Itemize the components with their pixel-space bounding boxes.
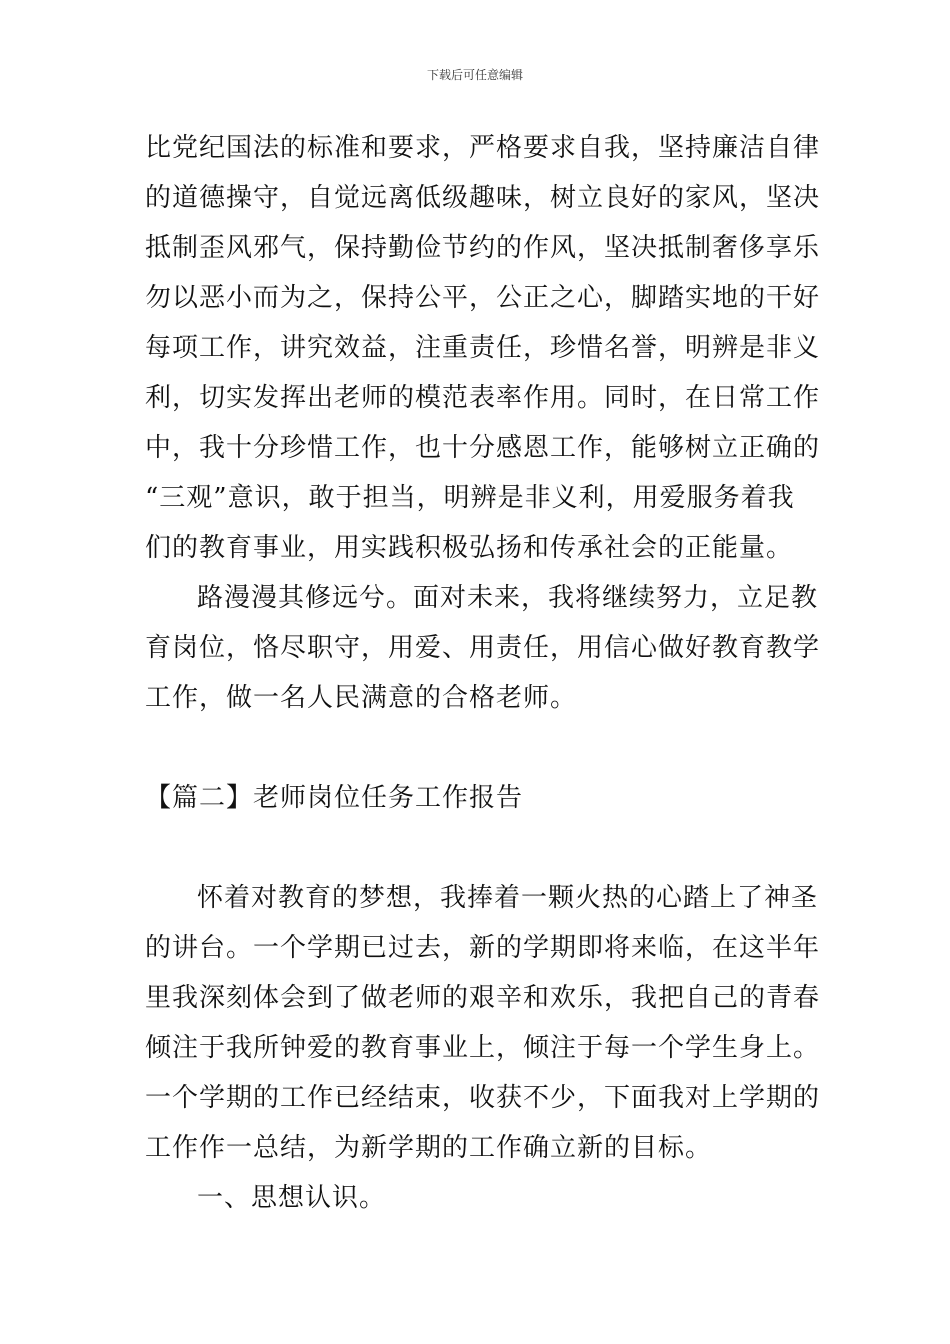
header-note: 下载后可任意编辑	[426, 68, 523, 82]
paragraph-first-line: 怀着对教育的梦想，我捧着一颗火热的心踏上了神圣	[197, 883, 819, 913]
body-line: 工作，做一名人民满意的合格老师。	[145, 683, 578, 713]
body-line: 的讲台。一个学期已过去，新的学期即将来临，在这半年	[145, 933, 821, 963]
subsection-heading: 一、思想认识。	[197, 1183, 387, 1213]
body-line: 里我深刻体会到了做老师的艰辛和欢乐，我把自己的青春	[145, 983, 821, 1013]
body-line: 勿以恶小而为之，保持公平，公正之心，脚踏实地的干好	[145, 283, 821, 313]
body-line: 比党纪国法的标准和要求，严格要求自我，坚持廉洁自律	[145, 133, 821, 163]
body-line: 的道德操守，自觉远离低级趣味，树立良好的家风，坚决	[145, 183, 821, 213]
body-line: 育岗位，恪尽职守，用爱、用责任，用信心做好教育教学	[145, 633, 821, 663]
body-line: 们的教育事业，用实践积极弘扬和传承社会的正能量。	[145, 533, 794, 563]
body-line: 中，我十分珍惜工作，也十分感恩工作，能够树立正确的	[145, 433, 821, 463]
body-line: 抵制歪风邪气，保持勤俭节约的作风，坚决抵制奢侈享乐	[145, 233, 821, 263]
body-line: “三观”意识，敢于担当，明辨是非义利，用爱服务着我	[145, 483, 795, 513]
paragraph-first-line: 路漫漫其修远兮。面对未来，我将继续努力，立足教	[197, 583, 819, 613]
body-line: 倾注于我所钟爱的教育事业上，倾注于每一个学生身上。	[145, 1033, 821, 1063]
body-line: 利，切实发挥出老师的模范表率作用。同时，在日常工作	[145, 383, 821, 413]
body-line: 工作作一总结，为新学期的工作确立新的目标。	[145, 1133, 713, 1163]
section-heading: 【篇二】老师岗位任务工作报告	[145, 783, 524, 813]
body-line: 每项工作，讲究效益，注重责任，珍惜名誉，明辨是非义	[145, 333, 821, 363]
body-line: 一个学期的工作已经结束，收获不少，下面我对上学期的	[145, 1083, 821, 1113]
